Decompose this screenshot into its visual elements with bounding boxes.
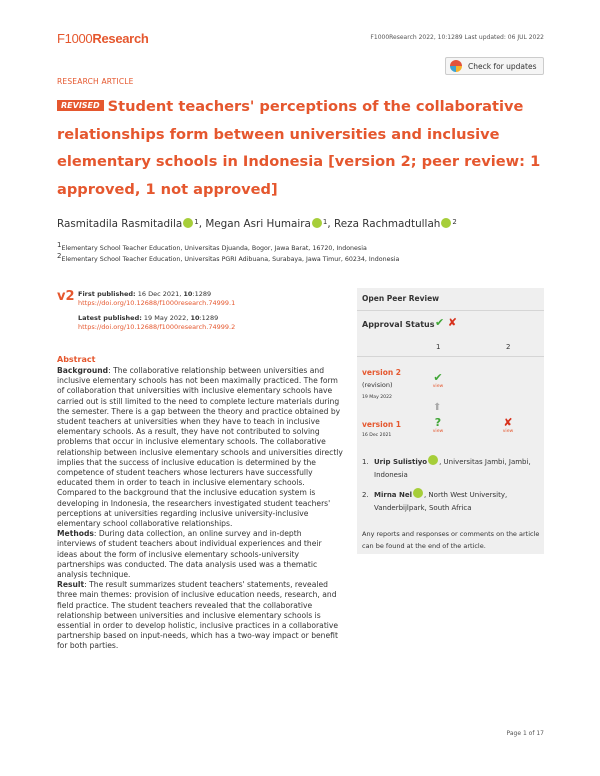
abstract-heading: Abstract: [57, 355, 96, 364]
approved-icon: ✔: [433, 371, 443, 384]
list-item: 2. Mirna Nel , North West University,: [362, 488, 542, 502]
reviewer-list: 1. Urip Sulistiyo , Universitas Jambi, Jambi, Indonesia 2. Mirna Nel , North West University, Vanderbijlpark, South Africa: [362, 455, 542, 515]
view-report-link[interactable]: view: [432, 429, 444, 434]
not-approved-icon: ✘: [447, 316, 457, 329]
affiliation-1: 1Elementary School Teacher Education, Universitas Djuanda, Bogor, Jawa Barat, 16720, Indonesia: [57, 241, 367, 252]
view-report-link[interactable]: view: [432, 384, 444, 389]
version-2-sub: (revision): [362, 381, 393, 389]
affiliation-2: 2Elementary School Teacher Education, Universitas PGRI Adibuana, Surabaya, Jawa Timur, 60234, Indonesia: [57, 252, 400, 263]
latest-doi-link[interactable]: https://doi.org/10.12688/f1000research.74999.2: [78, 323, 236, 331]
reviewer-name[interactable]: Mirna Nel: [374, 491, 412, 499]
orcid-icon[interactable]: [441, 218, 451, 228]
page-number: Page 1 of 17: [506, 730, 544, 737]
view-report-link[interactable]: view: [502, 429, 514, 434]
question-icon: ?: [434, 416, 442, 429]
reviewer-column-2: 2: [506, 343, 511, 351]
orcid-icon[interactable]: [183, 218, 193, 228]
peer-review-title: Open Peer Review: [362, 294, 440, 303]
author-name[interactable]: Rasmitadila Rasmitadila: [57, 218, 183, 230]
orcid-icon[interactable]: [413, 488, 423, 498]
reviewer-name[interactable]: Urip Sulistiyo: [374, 458, 428, 466]
version-2-date: 19 May 2022: [362, 395, 392, 400]
first-published: First published: 16 Dec 2021, 10:1289 https://doi.org/10.12688/f1000research.74999.1: [78, 290, 236, 307]
latest-published: Latest published: 19 May 2022, 10:1289 https://doi.org/10.12688/f1000research.74999.2: [78, 314, 236, 331]
crossmark-icon: [450, 60, 462, 72]
version-1-date: 16 Dec 2021: [362, 433, 392, 438]
version-tag: v2: [57, 289, 75, 304]
approval-status-label: Approval Status: [362, 320, 435, 329]
article-title: [57, 93, 547, 203]
author-name[interactable]: Reza Rachmadtullah: [334, 218, 441, 230]
report-cell[interactable]: [498, 417, 518, 434]
title-text: Student teachers' perceptions of the collaborative relationships form between universities and inclusive elementary schools in Indonesia [version 2; peer review: 1 approved, 1 not approved]: [57, 98, 541, 198]
citation-meta: F1000Research 2022, 10:1289 Last updated: 06 JUL 2022: [370, 34, 544, 41]
divider: [357, 356, 544, 357]
list-item: 1. Urip Sulistiyo , Universitas Jambi, Jambi,: [362, 455, 542, 469]
approval-icons: [435, 316, 457, 329]
not-approved-icon: ✘: [503, 416, 513, 429]
author-list: Rasmitadila Rasmitadila $^1$, Megan Asri Humaira $^1$, Reza Rachmadtullah $^2$: [57, 218, 457, 230]
orcid-icon[interactable]: [428, 455, 438, 465]
section-label: RESEARCH ARTICLE: [57, 77, 134, 86]
orcid-icon[interactable]: [312, 218, 322, 228]
f1000-logo[interactable]: F1000Research: [57, 31, 149, 46]
author-name[interactable]: Megan Asri Humaira: [205, 218, 311, 230]
abstract-body: Background: The collaborative relationship between universities and inclusive elementary schools has not been maximally practiced. The form of collaboration that universities with inclusive elementary schools have carried out is still limited to the need to complete lecture materials during the semester. There is a gap between the theory and practice obtained by student teachers at universities when they have to teach in inclusive elementary schools. As a result, they have not contributed to solving problems that occur in inclusive elementary schools. The collaborative relationship between inclusive elementary schools and universities directly implies that the success of inclusive education is determined by the competence of student teachers whose lecturers have successfully educated them in order to teach in inclusive elementary schools. Compared to the background that the inclusive education system is developing in Indonesia, the researchers investigated student teachers' perceptions at universities regarding inclusive university-inclusive elementary school collaborative relationships. Methods: During data collection, an online survey and in-depth interviews of student teachers about individual experiences and their ideas about the form of inclusive elementary schools-university partnerships was conducted. The data analysis used was a thematic analysis technique. Result: The result summarizes student teachers' statements, revealed three main themes: provision of inclusive education needs, research, and field practice. The student teachers revealed that the collaborative relationship between universities and inclusive elementary schools is essential in order to develop holistic, inclusive practices in a collaborative partnership based on input-needs, which has a two-way impact or benefit for both parties.: [57, 366, 343, 651]
version-1-label[interactable]: version 1: [362, 420, 402, 429]
check-updates-label: Check for updates: [468, 61, 537, 71]
peer-review-footnote: Any reports and responses or comments on the article can be found at the end of the article.: [362, 530, 540, 550]
approved-icon: ✔: [435, 316, 445, 329]
check-for-updates-button[interactable]: [445, 57, 544, 75]
divider: [357, 310, 544, 311]
report-cell[interactable]: [428, 417, 448, 434]
first-doi-link[interactable]: https://doi.org/10.12688/f1000research.74999.1: [78, 299, 236, 307]
version-2-label[interactable]: version 2: [362, 368, 402, 377]
revised-badge: REVISED: [57, 100, 104, 111]
reviewer-column-1: 1: [436, 343, 441, 351]
arrow-up-icon: ⬆: [433, 402, 442, 413]
report-cell[interactable]: [428, 372, 448, 389]
